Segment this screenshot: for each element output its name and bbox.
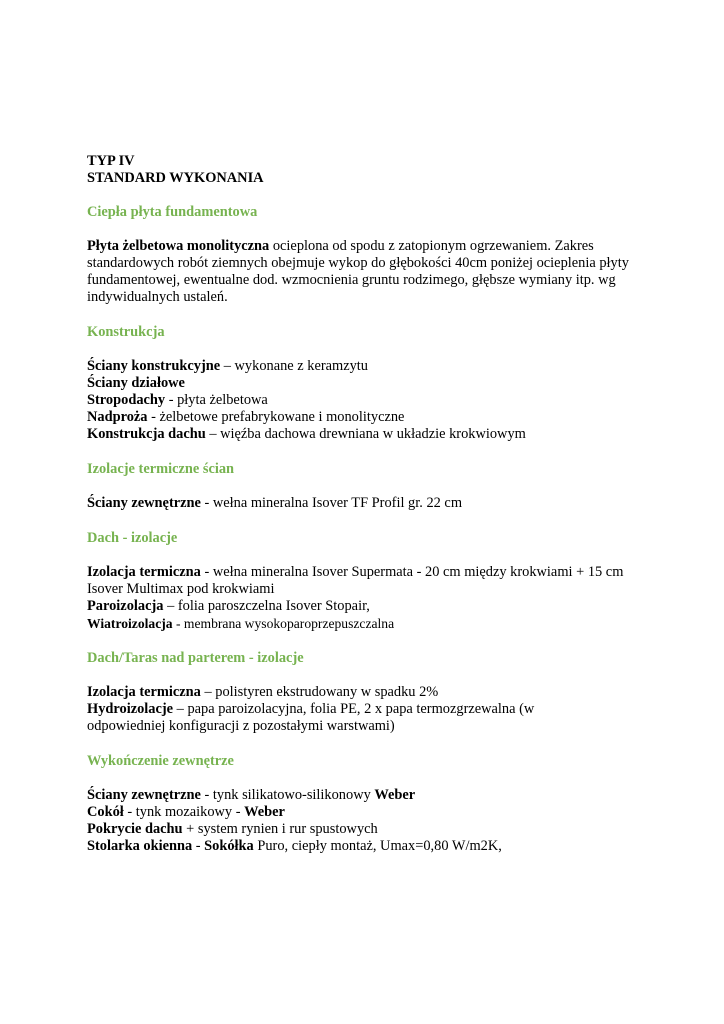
roof-insulation-item-1-cont: Isover Multimax pod krokwiami [87,581,275,597]
roof-insulation-list [87,564,662,632]
construction-item-label: Stropodachy [87,392,166,408]
roof-wind-label: Wiatroizolacja [87,616,173,631]
document-title: STANDARD WYKONANIA [87,170,264,186]
construction-item-label: Konstrukcja dachu [87,426,206,442]
construction-item-value: – wykonane z keramzytu [220,358,368,374]
construction-item-label: Ściany działowe [87,375,185,391]
construction-item [87,358,662,375]
foundation-paragraph [87,238,662,306]
terrace-thermal-label: Izolacja termiczna [87,684,201,700]
roof-wind-value: - membrana wysokoparoprzepuszczalna [172,616,395,631]
exterior-finish-item-2 [87,804,662,821]
windows-brand: Sokółka [204,838,254,854]
roof-vapor-value: – folia paroszczelna Isover Stopair, [163,598,370,614]
roof-insulation-item-2 [87,598,662,615]
exterior-finish-item-4 [87,838,662,855]
terrace-hydro-value: – papa paroizolacyjna, folia PE, 2 x papa termozgrzewalna (w [173,701,535,717]
construction-item [87,392,662,409]
document-content [87,153,662,855]
construction-item-value: - płyta żelbetowa [165,392,268,408]
wall-insulation-value: - wełna mineralna Isover TF Profil gr. 22 cm [200,495,463,511]
section-heading-roof-insulation: Dach - izolacje [87,530,178,546]
construction-item-value: – więźba dachowa drewniana w układzie krokwiowym [205,426,526,442]
foundation-lead-rest: ocieplona od spodu z zatopionym ogrzewaniem. Zakres [269,238,594,254]
terrace-thermal-value: – polistyren ekstrudowany w spadku 2% [200,684,439,700]
terrace-hydro-label: Hydroizolacje [87,701,174,717]
roof-insulation-item-3 [87,615,662,632]
construction-item [87,375,662,392]
plinth-value: - tynk mozaikowy - [123,804,245,820]
wall-insulation-item [87,495,662,512]
terrace-insulation-item-2-cont: odpowiedniej konfiguracji z pozostałymi warstwami) [87,718,395,734]
plinth-label: Cokół [87,804,124,820]
roofing-value: + system rynien i rur spustowych [182,821,378,837]
windows-value: Puro, ciepły montaż, Umax=0,80 W/m2K, [253,838,502,854]
section-heading-exterior-finish: Wykończenie zewnętrze [87,753,234,769]
terrace-insulation-item-2 [87,701,662,718]
section-heading-wall-insulation: Izolacje termiczne ścian [87,461,235,477]
exterior-finish-item-3 [87,821,662,838]
foundation-line-1 [87,238,662,255]
exterior-walls-label: Ściany zewnętrzne [87,787,201,803]
terrace-insulation-item-1 [87,684,662,701]
foundation-lead: Płyta żelbetowa monolityczna [87,238,270,254]
section-heading-construction: Konstrukcja [87,324,165,340]
exterior-finish-item-1 [87,787,662,804]
plinth-brand: Weber [244,804,285,820]
foundation-line-3: fundamentowej, ewentualne dod. wzmocnienia gruntu rodzimego, głębsze wymiany itp. wg [87,272,616,288]
construction-item-label: Ściany konstrukcyjne [87,358,221,374]
windows-sep: - [192,838,205,854]
terrace-insulation-list [87,684,662,735]
roof-thermal-label: Izolacja termiczna [87,564,201,580]
construction-item-value: - żelbetowe prefabrykowane i monolityczne [147,409,405,425]
document-type: TYP IV [87,153,135,169]
roofing-label: Pokrycie dachu [87,821,183,837]
wall-insulation-list [87,495,662,512]
construction-item-label: Nadproża [87,409,148,425]
wall-insulation-label: Ściany zewnętrzne [87,495,201,511]
foundation-line-4: indywidualnych ustaleń. [87,289,228,305]
construction-list [87,358,662,443]
foundation-line-2: standardowych robót ziemnych obejmuje wykop do głębokości 40cm poniżej ocieplenia płyty [87,255,629,271]
section-heading-foundation: Ciepła płyta fundamentowa [87,204,258,220]
exterior-finish-list [87,787,662,855]
exterior-walls-value: - tynk silikatowo-silikonowy [200,787,375,803]
roof-thermal-value: - wełna mineralna Isover Supermata - 20 cm między krokwiami + 15 cm [200,564,624,580]
construction-item [87,409,662,426]
roof-vapor-label: Paroizolacja [87,598,164,614]
section-heading-terrace-insulation: Dach/Taras nad parterem - izolacje [87,650,304,666]
windows-label: Stolarka okienna [87,838,193,854]
roof-insulation-item-1 [87,564,662,581]
exterior-walls-brand: Weber [374,787,416,803]
construction-item [87,426,662,443]
